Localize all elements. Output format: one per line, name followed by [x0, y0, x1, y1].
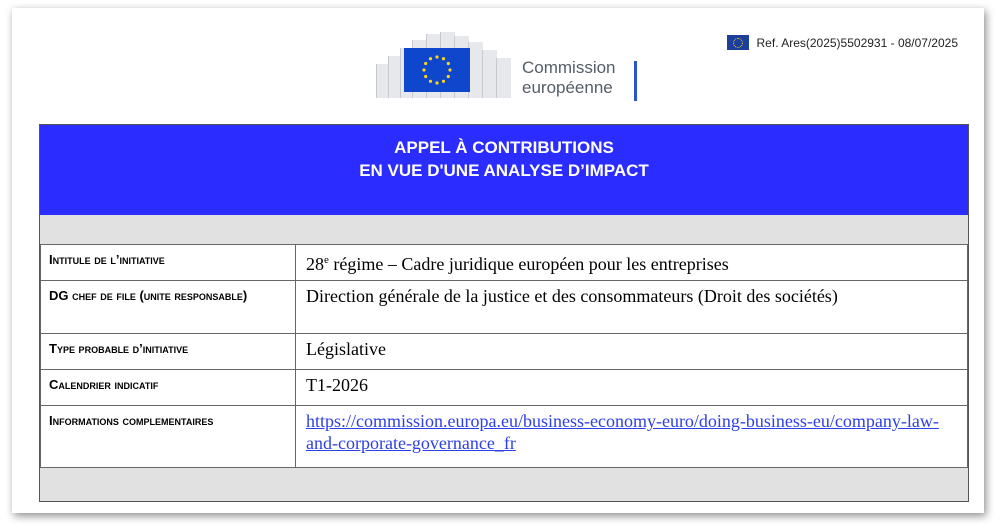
row-value-number: 28	[306, 254, 324, 274]
logo-line-1: Commission	[522, 58, 616, 77]
reference-text: Ref. Ares(2025)5502931 - 08/07/2025	[756, 35, 958, 50]
info-table	[40, 244, 968, 468]
row-label: DG chef de file (unite responsable)	[41, 281, 296, 334]
banner-title-line-2: EN VUE D'UNE ANALYSE D’IMPACT	[359, 161, 649, 180]
document-page	[12, 8, 984, 513]
initiative-form	[39, 124, 969, 502]
eu-flag-icon	[404, 48, 470, 92]
row-value: T1-2026	[296, 370, 968, 406]
row-value-text: régime – Cadre juridique européen pour les entreprises	[328, 254, 729, 274]
table-row	[41, 406, 968, 468]
reference-stamp	[727, 35, 958, 50]
logo-text	[522, 58, 616, 98]
row-value	[296, 245, 968, 281]
row-value: Direction générale de la justice et des consommateurs (Droit des sociétés)	[296, 281, 968, 334]
banner-title-line-1: APPEL À CONTRIBUTIONS	[394, 138, 614, 157]
row-value-superscript: e	[324, 254, 329, 266]
logo-divider	[634, 61, 637, 101]
commission-logo	[376, 26, 638, 108]
table-row	[41, 334, 968, 370]
row-label: Calendrier indicatif	[41, 370, 296, 406]
row-label: Informations complementaires	[41, 406, 296, 468]
table-row	[41, 281, 968, 334]
row-label: Type probable d’initiative	[41, 334, 296, 370]
eu-flag-icon	[727, 35, 749, 50]
row-label: Intitule de l’initiative	[41, 245, 296, 281]
logo-line-2: européenne	[522, 78, 613, 97]
row-value	[296, 406, 968, 468]
title-banner	[40, 125, 968, 215]
info-link[interactable]: https://commission.europa.eu/business-economy-euro/doing-business-eu/company-law-and-corporate-governance_fr	[306, 411, 939, 453]
row-value: Législative	[296, 334, 968, 370]
table-row	[41, 370, 968, 406]
table-row	[41, 245, 968, 281]
